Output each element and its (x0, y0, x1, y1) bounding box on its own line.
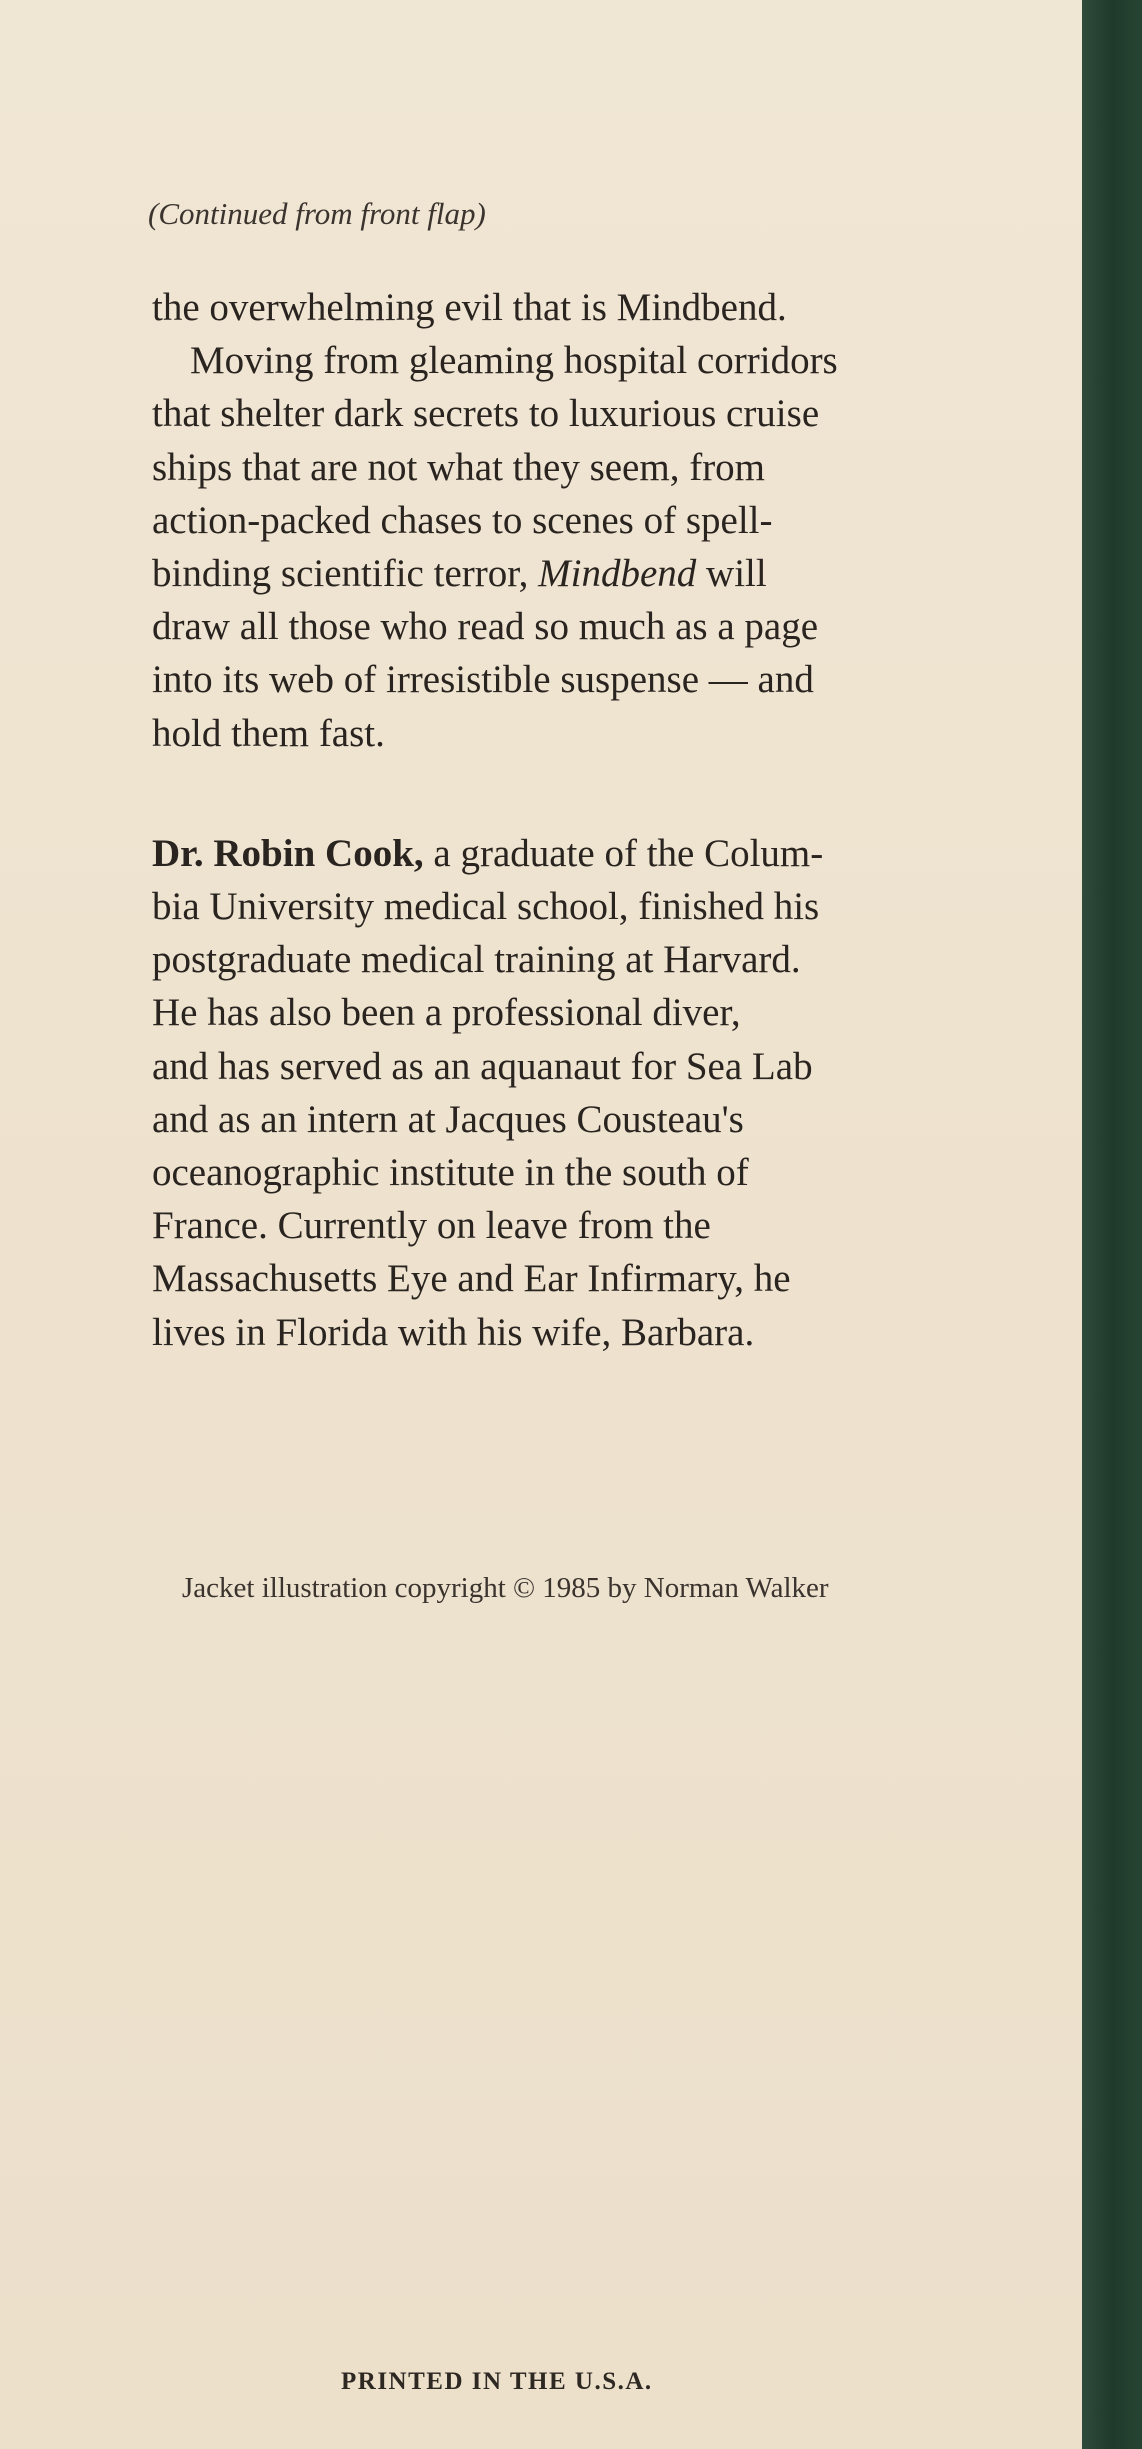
book-title: Mindbend (538, 552, 697, 596)
author-bio-line: He has also been a professional diver, (152, 991, 741, 1035)
author-bio-line (152, 827, 932, 880)
author-bio-line: bia University medical school, finished his (152, 885, 820, 929)
paragraph-2-line: that shelter dark secrets to luxurious cruise (152, 392, 820, 436)
paragraph-2-text: will (696, 552, 767, 596)
author-bio-line: postgraduate medical training at Harvard. (152, 938, 801, 982)
paragraph-2-line: action-packed chases to scenes of spell- (152, 498, 773, 542)
author-bio-text: a graduate of the Colum- (423, 831, 824, 875)
paragraph-2-text: binding scientific terror, (152, 552, 539, 596)
author-bio-line: and has served as an aquanaut for Sea Lab (152, 1044, 813, 1088)
paragraph-2-line: draw all those who read so much as a page (152, 605, 819, 649)
author-name: Dr. Robin Cook, (152, 831, 424, 875)
continued-note: (Continued from front flap) (148, 196, 486, 231)
flap-body-text (152, 281, 932, 1359)
paragraph-2-line (152, 547, 932, 600)
author-bio-line: and as an intern at Jacques Cousteau's (152, 1097, 744, 1141)
paragraph-2-line: Moving from gleaming hospital corridors (190, 339, 838, 383)
green-spine-strip (1082, 0, 1142, 2449)
illustration-copyright: Jacket illustration copyright © 1985 by Norman Walker (182, 1572, 829, 1604)
paragraph-2-line: into its web of irresistible suspense — and (152, 658, 814, 702)
author-bio-line: France. Currently on leave from the (152, 1204, 711, 1248)
author-bio-line: Massachusetts Eye and Ear Infirmary, he (152, 1257, 791, 1301)
paragraph-gap (152, 760, 932, 827)
paragraph-2-line: hold them fast. (152, 711, 385, 755)
paragraph-2-line: ships that are not what they seem, from (152, 445, 766, 489)
author-bio-line: lives in Florida with his wife, Barbara. (152, 1310, 755, 1354)
author-bio-line: oceanographic institute in the south of (152, 1151, 749, 1195)
paragraph-1-line: the overwhelming evil that is Mindbend. (152, 286, 787, 329)
printed-in-usa: PRINTED IN THE U.S.A. (341, 2368, 653, 2395)
